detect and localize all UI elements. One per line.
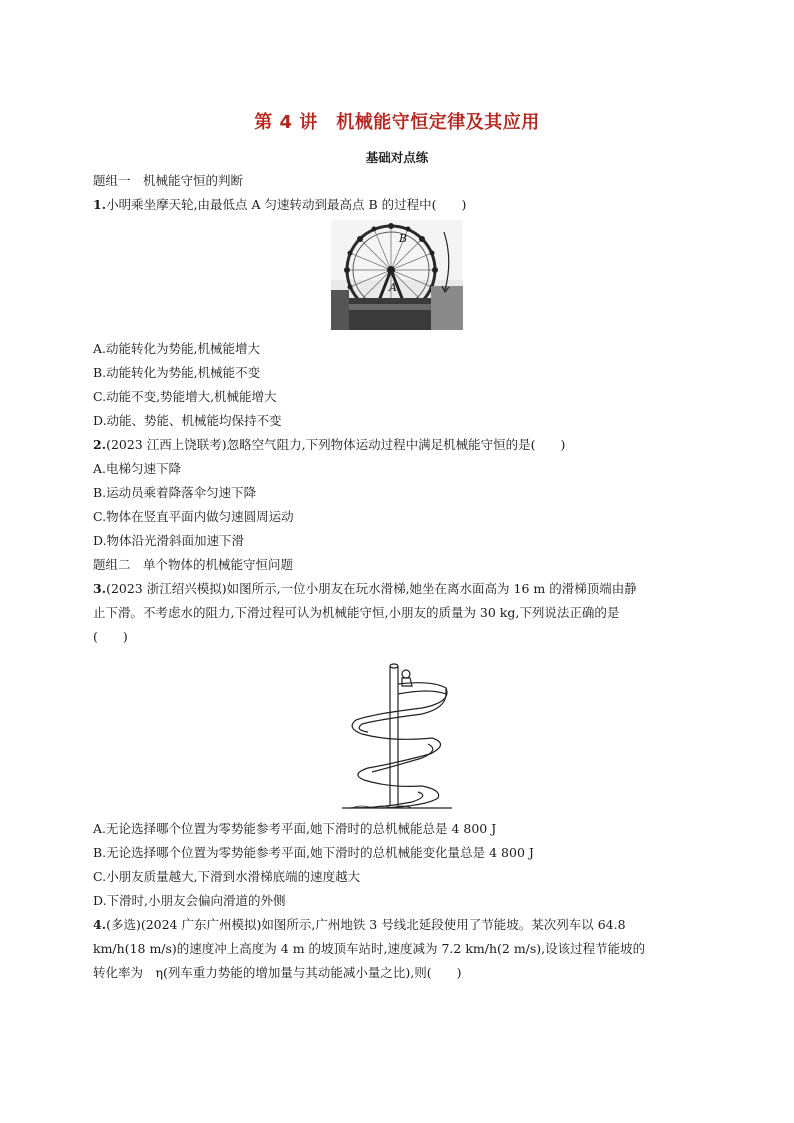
option-2a: A.电梯匀速下降: [93, 461, 182, 476]
question-4: [93, 917, 626, 933]
question-number: 4.: [93, 917, 107, 932]
question-2: [93, 437, 565, 453]
option-2b: B.运动员乘着降落伞匀速下降: [93, 485, 257, 500]
option-1b: B.动能转化为势能,机械能不变: [93, 365, 261, 380]
question-4-line-3: 转化率为 η(列车重力势能的增加量与其动能减小量之比),则( ): [93, 965, 462, 980]
question-stem: 小明乘坐摩天轮,由最低点 A 匀速转动到最高点 B 的过程中( ): [106, 197, 467, 212]
option-2d: D.物体沿光滑斜面加速下滑: [93, 533, 245, 548]
page-title: 第 4 讲 机械能守恒定律及其应用: [254, 112, 540, 133]
question-stem-line-1: (多选)(2024 广东广州模拟)如图所示,广州地铁 3 号线北延段使用了节能坡。某次列车以 64.8: [106, 917, 626, 932]
option-3d: D.下滑时,小朋友会偏向滑道的外侧: [93, 893, 286, 908]
question-4-line-2: km/h(18 m/s)的速度冲上高度为 4 m 的坡顶车站时,速度减为 7.2 km/h(2 m/s),设该过程节能坡的: [93, 941, 646, 956]
section-heading: 基础对点练: [365, 150, 429, 165]
option-1d: D.动能、势能、机械能均保持不变: [93, 413, 282, 428]
question-number: 3.: [93, 581, 107, 596]
question-3-line-3: ( ): [93, 629, 128, 644]
option-3a: A.无论选择哪个位置为零势能参考平面,她下滑时的总机械能总是 4 800 J: [93, 821, 497, 836]
point-a-label: A: [389, 281, 397, 294]
option-3c: C.小朋友质量越大,下滑到水滑梯底端的速度越大: [93, 869, 361, 884]
option-1a: A.动能转化为势能,机械能增大: [93, 341, 260, 356]
option-2c: C.物体在竖直平面内做匀速圆周运动: [93, 509, 294, 524]
option-1c: C.动能不变,势能增大,机械能增大: [93, 389, 277, 404]
point-b-label: B: [399, 232, 408, 245]
question-3-line-2: 止下滑。不考虑水的阻力,下滑过程可认为机械能守恒,小朋友的质量为 30 kg,下列说法正确的是: [93, 605, 620, 620]
question-number: 1.: [93, 197, 107, 212]
water-slide-icon: [342, 664, 452, 808]
question-number: 2.: [93, 437, 107, 452]
ferris-wheel-figure: [331, 220, 463, 330]
question-stem-line-1: (2023 浙江绍兴模拟)如图所示,一位小朋友在玩水滑梯,她坐在离水面高为 16 m 的滑梯顶端由静: [106, 581, 637, 596]
question-3: [93, 581, 637, 597]
question-1: [93, 197, 466, 213]
water-slide-figure: [342, 658, 452, 810]
option-3b: B.无论选择哪个位置为零势能参考平面,她下滑时的总机械能变化量总是 4 800 J: [93, 845, 534, 860]
group-heading-1: 题组一 机械能守恒的判断: [93, 173, 244, 188]
group-heading-2: 题组二 单个物体的机械能守恒问题: [93, 557, 294, 572]
question-stem: (2023 江西上饶联考)忽略空气阻力,下列物体运动过程中满足机械能守恒的是( ): [106, 437, 566, 452]
